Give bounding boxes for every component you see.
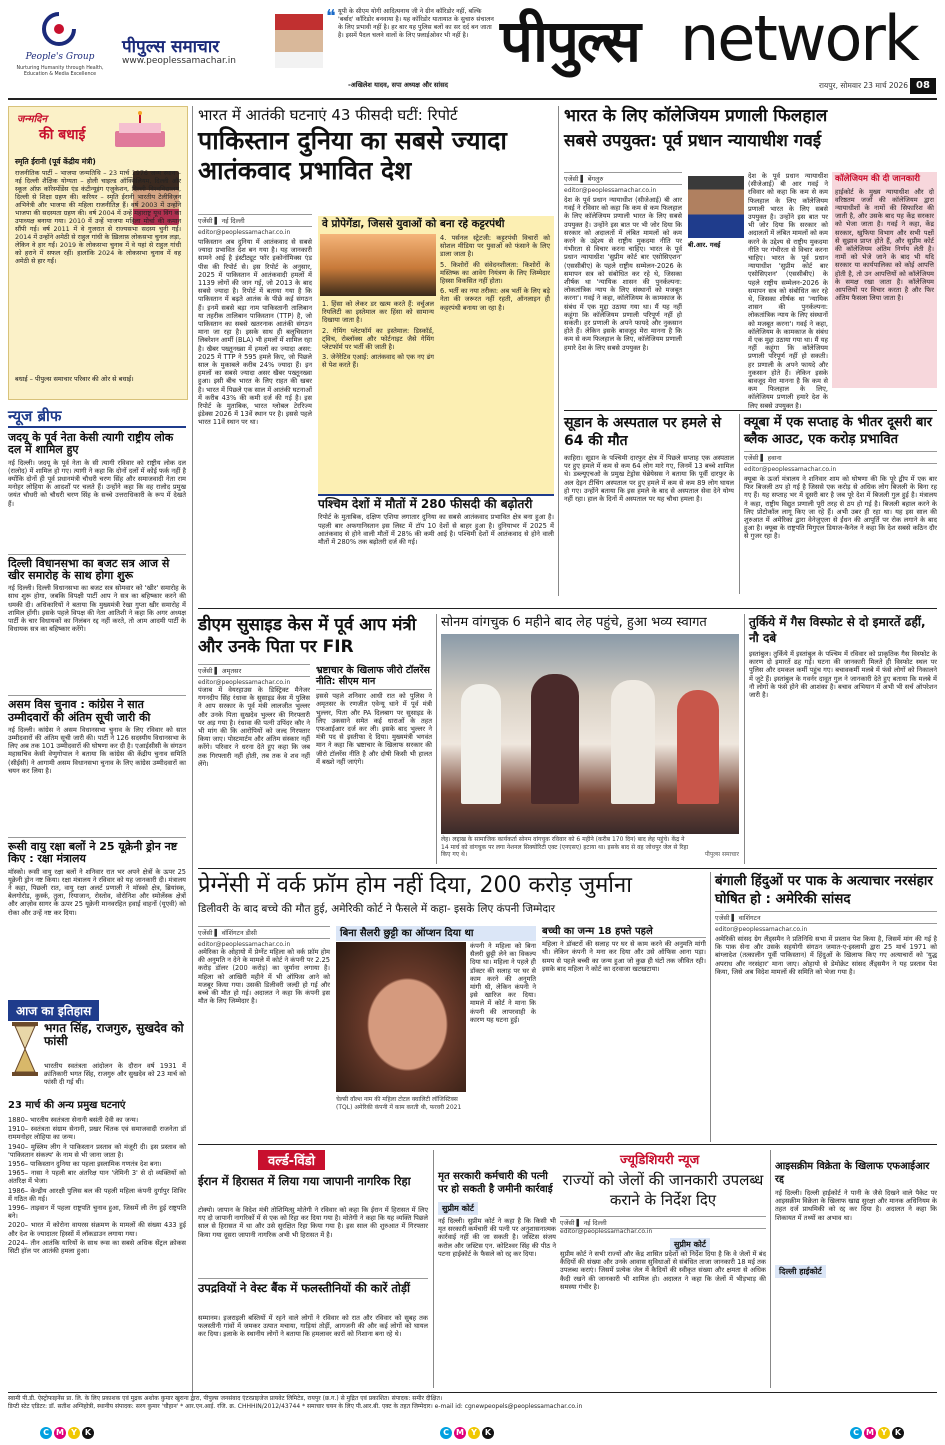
collegium-body: देश के पूर्व प्रधान न्यायाधीश (सीजेआई) बी आर गवई ने रविवार को कहा कि कम से कम फिलहाल के लिए कॉलेजियम प्रणाली भारत के लिए सबसे उपयुक्त है। उन्होंने इस बात पर भी जोर दिया कि सरकार को अदालतों में लंबित मामलों को कम करने के उद्देश्य से राष्ट्रीय मुकदमा नीति पर गंभीरता से विचार करना चाहिए। भारत के पूर्व प्रधान न्यायाधीश 'सुप्रीम कोर्ट बार एसोसिएशन' (एससीबीए) के पहले राष्ट्रीय सम्मेलन-2026 के समापन सत्र को संबोधित कर रहे थे, जिसका शीर्षक था 'न्यायिक शासन की पुनर्कल्पना: लोकतांत्रिक न्याय के लिए संस्थानों को मजबूत करना'। गवई ने कहा, कॉलेजियम के कामकाज के संबंध में एक मुद्दा उठाया गया था। मैं यह नहीं कहूंगा कि कॉलेजियम प्रणाली परिपूर्ण नहीं हो सकती। हर प्रणाली के अपने फायदे और नुकसान होते हैं। लेकिन इसके बावजूद मेरा मानना है कि कम से कम फिलहाल के लिए, कॉलेजियम प्रणाली हमारे देश के लिए सबसे उपयुक्त है।	[564, 196, 682, 352]
judiciary-byline: एजेंसी ▌ नई दिल्ली	[560, 1216, 766, 1229]
peoples-group-logo	[10, 8, 110, 88]
hourglass-icon	[10, 1022, 40, 1076]
event-item: 1986– केन्द्रीय आरक्षी पुलिस बल की पहली महिला कंपनी दुर्गापुर शिविर में गठित की गई।	[8, 1186, 186, 1203]
bengali-email[interactable]: editor@peoplessamachar.co.in	[715, 926, 808, 933]
early-birth-body: महिला ने डॉक्टरों की सलाह पर घर से काम करने की अनुमति मांगी थी। लेकिन कंपनी ने मना कर दिया और उसे ऑफिस आना पड़ा। समय से पहले बच्ची का जन्म हुआ जो कुछ ही घंटों तक जीवित रही। इसके बाद महिला ने कोर्ट का दरवाजा खटखटाया।	[542, 940, 706, 973]
collegium-text-col	[564, 172, 682, 376]
brief-headline: रूसी वायु रक्षा बलों ने 25 यूक्रेनी ड्रोन नष्ट किए : रक्षा मंत्रालय	[8, 839, 178, 866]
quote-text: यूपी के सीएम योगी आदित्यनाथ जी ने ग्रीन कॉरिडोर नहीं, बल्कि 'बर्बाद' कॉरिडोर बनवाया है। यह कॉरिडोर यातायात के सुचारु संचालन के लिए प्रभावी नहीं है। हर बार यह पुलिस बलों का सर दर्द बन जाता है। इसमें पैदल चलने वालों के लिए फ़्लाईओवर भी नहीं है।	[338, 8, 494, 39]
collegium-email[interactable]: editor@peoplessamachar.co.in	[564, 187, 657, 194]
judiciary-email[interactable]: editor@peoplessamachar.co.in	[560, 1228, 653, 1235]
cuba-story	[744, 414, 937, 600]
gavai-caption: बी.आर. गवई	[688, 241, 721, 249]
brief-body: मॉस्को। रूसी वायु रक्षा बलों ने शनिवार रात भर अपने क्षेत्रों के ऊपर 25 यूक्रेनी ड्रोन नष्ट किया। रक्षा मंत्रालय ने रविवार को यह जानकारी दी। मंत्रालय ने कहा, पिछली रात, वायु रक्षा अलर्ट प्रणाली ने मॉस्को क्षेत्र, ब्रियांस्क, बेलगोरोड, कुर्स्क, तुला, रियाजान, रोस्तोव, वोरोनिश और स्मोलेंस्क क्षेत्रों और आज़ोव सागर के ऊपर 25 यूक्रेनी मानवरहित हवाई वाहनों (यूएवी) को रोका और उन्हें नष्ट कर दिया।	[8, 867, 186, 917]
collegium-byline: एजेंसी ▌ बेंगलुरु	[564, 172, 682, 185]
news-brief-title: न्यूज ब्रीफ	[8, 406, 186, 428]
cmyk-m: M	[864, 1427, 876, 1439]
collegium-story	[564, 106, 937, 416]
paper-name: पीपुल्स समाचार	[122, 37, 220, 57]
sudan-headline: सूडान के अस्पताल पर हमले से 64 की मौत	[564, 415, 722, 449]
cuba-byline: एजेंसी ▌ हवाना	[744, 451, 937, 464]
brief-headline: असम विस चुनाव : कांग्रेस ने सात उम्मीदवारों की अंतिम सूची जारी की	[8, 698, 151, 724]
terror-story	[198, 106, 554, 606]
unpaid-leave-title: बिना सैलरी छुट्टी का ऑप्शन दिया था	[336, 926, 536, 941]
page-number: 08	[910, 78, 936, 94]
dm-case-story	[198, 614, 432, 864]
brand-english: network	[680, 2, 918, 75]
history-title: आज का इतिहास	[8, 1000, 99, 1021]
cmyk-k: K	[82, 1427, 94, 1439]
pregnancy-story	[198, 872, 706, 1142]
footer-line-1: स्वामी पी.डी. ऐस्ट्रोफाइनेंस प्रा. लि. के लिए प्रकाशक एवं मुद्रक अशोक कुमार खुराना द्वारा, पीपुल्स जनसंवाद एंटरप्राइजेज प्रायवेट लिमिटेड, रायपुर (छ.ग.) से मुद्रित एवं प्रकाशित। संपादक: समीर दीक्षित।	[8, 1395, 443, 1402]
govt-employee-headline: मृत सरकारी कर्मचारी की पत्नी पर हो सकती है जमीनी कार्रवाई	[438, 1171, 553, 1195]
propaganda-title: वे प्रोपेगेंडा, जिससे युवाओं को बना रहे कट्टरपंथी	[322, 218, 505, 230]
event-item: 1996– ताइवान में पहला राष्ट्रपति चुनाव हुआ, जिसमें ली तेंग हुई राष्ट्रपति बने।	[8, 1204, 186, 1221]
west-deaths-headline: पश्चिम देशों में मौतों में 280 फीसदी की बढ़ोतरी	[318, 497, 533, 511]
event-item: 1910– स्वतंत्रता संग्राम सेनानी, प्रखर चिंतक एवं समाजवादी राजनेता डॉ राममनोहर लोहिया का जन्म।	[8, 1125, 186, 1142]
collegium-box-title: कॉलेजियम की दी जानकारी	[835, 174, 920, 184]
turkey-body: इस्तांबुल। तुर्किये में इस्तांबुल के पश्चिम में रविवार को प्राकृतिक गैस विस्फोट के कारण दो इमारतें ढह गईं। घटना की जानकारी मिलते ही विस्फोट स्थल पर पुलिस और दमकल कर्मी पहुंच गए। बचावकर्मी मलबे में फंसे लोगों को निकालने में जुटे हैं। इस्तांबुल के गवर्नर दावूत गुल ने जानकारी देते हुए बताया कि मलबे में नौ लोगों के फंसे होने की आशंका है। बचाव अभियान में अभी भी सर्च ऑपरेशन जारी है।	[749, 650, 937, 700]
dm-box-title: भ्रष्टाचार के खिलाफ जीरो टॉलरेंस नीति: सीएम मान	[316, 666, 432, 690]
quote-author: -अखिलेश यादव, सपा अध्यक्ष और सांसद	[348, 81, 449, 89]
pregnancy-headline: प्रेग्नेंसी में वर्क फ्रॉम होम नहीं दिया, 200 करोड़ जुर्माना	[198, 873, 632, 898]
judiciary-story	[560, 1150, 766, 1388]
judiciary-title: ज्यूडिशियरी न्यूज	[620, 1153, 700, 1168]
cake-icon	[105, 111, 175, 149]
website[interactable]: www.peoplessamachar.in	[122, 56, 236, 66]
world-story1-body: टोक्यो। जापान के विदेश मंत्री तोशिमित्सु मोतेगी ने रविवार को कहा कि ईरान में हिरासत में लिए गए दो जापानी नागरिकों में से एक को रिहा कर दिया गया है। मोतेगी ने कहा कि यह व्यक्ति पिछले साल से हिरासत में था और उसे सुरक्षित रिहा किया गया है। इस साल की शुरुआत में गिरफ्तार किया गया दूसरा जापानी नागरिक अभी भी हिरासत में है।	[198, 1206, 428, 1239]
propaganda-point: 3. जेनेरेटिव एआई: आतंकवाद को एक नए ढंग से पेश करते हैं।	[322, 353, 434, 370]
propaganda-point: 5. किशोरों की संवेदनशीलता: किशोरों के मस्तिष्क का आवेग नियंत्रण के लिए जिम्मेदार हिस्सा विकसित नहीं होता।	[440, 260, 550, 286]
cmyk-m: M	[454, 1427, 466, 1439]
events-title: 23 मार्च की अन्य प्रमुख घटनाएं	[8, 1100, 126, 1111]
brief-headline: जदयू के पूर्व नेता केसी त्यागी राष्ट्रीय लोक दल में शामिल हुए	[8, 431, 174, 457]
brief-item	[8, 554, 186, 691]
west-deaths-body: रिपोर्ट के मुताबिक, दक्षिण एशिया लगातार दुनिया का सबसे आतंकवाद प्रभावित क्षेत्र बना हुआ है। पहली बार अफगानिस्तान इस लिस्ट में टॉप 10 देशों से बाहर हुआ है। दुनियाभर में 2025 में आतंकवाद से होने वाली मौतों में 28% की कमी आई है। पश्चिमी देशों में आतंकवाद से होने वाली मौतों में 280% तक बढ़ोतरी दर्ज की गई।	[318, 513, 554, 547]
collegium-body-2: देश के पूर्व प्रधान न्यायाधीश (सीजेआई) बी आर गवई ने रविवार को कहा कि कम से कम फिलहाल के लिए कॉलेजियम प्रणाली भारत के लिए सबसे उपयुक्त है। उन्होंने इस बात पर भी जोर दिया कि सरकार को अदालतों में लंबित मामलों को कम करने के उद्देश्य से राष्ट्रीय मुकदमा नीति पर गंभीरता से विचार करना चाहिए। भारत के पूर्व प्रधान न्यायाधीश 'सुप्रीम कोर्ट बार एसोसिएशन' (एससीबीए) के पहले राष्ट्रीय सम्मेलन-2026 के समापन सत्र को संबोधित कर रहे थे, जिसका शीर्षक था 'न्यायिक शासन की पुनर्कल्पना: लोकतांत्रिक न्याय के लिए संस्थानों को मजबूत करना'। गवई ने कहा, कॉलेजियम के कामकाज के संबंध में एक मुद्दा उठाया गया था। मैं यह नहीं कहूंगा कि कॉलेजियम प्रणाली परिपूर्ण नहीं हो सकती। हर प्रणाली के अपने फायदे और नुकसान होते हैं। लेकिन इसके बावजूद मेरा मानना है कि कम से कम फिलहाल के लिए, कॉलेजियम प्रणाली हमारे देश के लिए सबसे उपयुक्त है।	[748, 172, 828, 410]
icecream-body: नई दिल्ली। दिल्ली हाईकोर्ट ने पानी के जैसे दिखने वाले पैकेट पर आइसक्रीम विक्रेता के खिलाफ खाद्य सुरक्षा और मानक अधिनियम के तहत दर्ज प्राथमिकी को रद्द कर दिया है। अदालत ने कहा कि शिकायत में तथ्यों का अभाव था।	[775, 1189, 937, 1222]
group-tagline: Nurturing Humanity through Health, Education & Media Excellence	[16, 66, 104, 77]
judiciary-body: सुप्रीम कोर्ट ने सभी राज्यों और केंद्र शासित प्रदेशों को निर्देश दिया है कि वे जेलों में बंद कैदियों की संख्या और उनके आवास सुविधाओं से संबंधित ताजा जानकारी 18 मई तक उपलब्ध कराएं। जिसमें प्रत्येक जेल में कैदियों की स्वीकृत संख्या और क्षमता से अधिक कैदी रखने की जानकारी भी शामिल हो। अदालत ने कहा कि जेलों में भीड़भाड़ की समस्या गंभीर है।	[560, 1250, 766, 1291]
cmyk-c: C	[850, 1427, 862, 1439]
collegium-box-body: हाईकोर्ट के मुख्य न्यायाधीश और दो वरिष्ठतम जजों की कॉलेजियम द्वारा न्यायाधीशों के नामों की सिफारिश की जाती है, और उसके बाद यह केंद्र सरकार को भेजा जाता है। गवई ने कहा, केंद्र सरकार, खुफिया विभाग और सभी पक्षों से सुझाव प्राप्त होते हैं, और सुप्रीम कोर्ट की कॉलेजियम अंतिम निर्णय लेती है। नामों को भेजे जाने के बाद भी यदि सरकार या कार्यपालिका को कोई आपत्ति होती है, तो उन आपत्तियों को कॉलेजियम के समक्ष रखा जाता है। कॉलेजियम आपत्तियों पर विचार करता है और फिर अंतिम फैसला लिया जाता है।	[835, 187, 934, 303]
events-list	[8, 1116, 186, 1256]
militants-photo	[320, 234, 436, 296]
judiciary-headline: राज्यों को जेलों की जानकारी उपलब्ध कराने के निर्देश दिए	[562, 1171, 764, 1209]
terror-byline: एजेंसी ▌ नई दिल्ली	[198, 214, 312, 227]
dm-case-headline: डीएम सुसाइड केस में पूर्व आप मंत्री और उनके पिता पर FIR	[198, 615, 417, 657]
history-box	[8, 1000, 186, 1390]
pregnant-woman-photo	[336, 942, 466, 1092]
event-item: 1965– नासा ने पहली बार अंतरिक्ष यान 'जेमिनी 3' से दो व्यक्तियों को अंतरिक्ष में भेजा।	[8, 1169, 186, 1186]
icecream-story	[775, 1160, 937, 1388]
unpaid-leave-box	[336, 926, 536, 1136]
cuba-email[interactable]: editor@peoplessamachar.co.in	[744, 466, 837, 473]
world-story2-headline: उपद्रवियों ने वेस्ट बैंक में फलस्तीनियों की कारें तोड़ीं	[198, 1278, 428, 1296]
event-item: 1940– मुस्लिम लीग ने पाकिस्तान प्रस्ताव को मंजूरी दी। इस प्रस्ताव को 'पाकिस्तान संकल्प' के नाम से भी जाना जाता है।	[8, 1142, 186, 1159]
turkey-story	[749, 614, 937, 864]
west-deaths-section	[318, 494, 554, 608]
judiciary-label: सुप्रीम कोर्ट	[670, 1238, 710, 1251]
birthday-heading-1: जन्मदिन	[17, 114, 48, 125]
gavai-photo	[688, 176, 744, 238]
terror-email[interactable]: editor@peoplessamachar.co.in	[198, 229, 291, 236]
akhilesh-photo	[275, 14, 323, 68]
event-item: 2020– भारत में कोरोना वायरस संक्रमण के मामलों की संख्या 433 हुई और देश के ज्यादातर हिस्सों में लॉकडाउन लगाया गया।	[8, 1221, 186, 1238]
quote-box	[326, 8, 494, 88]
brand-hindi: पीपुल्स	[500, 7, 639, 75]
propaganda-points-left	[322, 300, 434, 370]
pregnancy-body: अमेरिका के ओहायो में प्रेग्नेंट महिला को वर्क फ्रॉम होम की अनुमति न देने के मामले में कोर्ट ने कंपनी पर 2.25 करोड़ डॉलर (200 करोड़) का जुर्माना लगाया है। महिला को आखिरी महीने में भी ऑफिस आने को मजबूर किया गया। उसकी डिलीवरी जल्दी हो गई और बच्चे की मौत हो गई। अदालत ने कहा कि कंपनी इस मौत के लिए जिम्मेदार है।	[198, 948, 330, 1006]
cmyk-k: K	[892, 1427, 904, 1439]
cmyk-c: C	[440, 1427, 452, 1439]
masthead	[0, 0, 945, 100]
history-body: भारतीय स्वतंत्रता आंदोलन के दौरान वर्ष 1931 में क्रांतिकारी भगत सिंह, राजगुरु और सुखदेव को 23 मार्च को फांसी दी गई थी।	[44, 1062, 186, 1087]
propaganda-points-right	[440, 234, 550, 312]
sudan-story	[564, 414, 734, 600]
pregnancy-byline: एजेंसी ▌ वॉशिंगटन डीसी	[198, 926, 330, 939]
birthday-box	[8, 106, 188, 400]
pregnancy-photo-caption: चेल्सी वॉल्श नाम की महिला टोटल क्वालिटी लॉजिस्टिक्स (TQL) अमेरिकी कंपनी में काम करती थी, फरवरी 2021	[336, 1096, 462, 1111]
cmyk-marks-left	[40, 1427, 94, 1439]
world-story2-body: सम्मानम। इजराइली बस्तियों में रहने वाले लोगों ने रविवार को रात और रविवार को सुबह तक फलस्तीनी गांवों में जमकर उत्पात मचाया, गाड़ियां तोड़ीं, आगजनी की और कई लोगों को घायल कर दिया। इलाके के स्थानीय लोगों ने बताया कि हमलावर कारों को निशाना बना रहे थे।	[198, 1314, 428, 1339]
dm-byline: एजेंसी ▌ अमृतसर	[198, 664, 310, 677]
icecream-headline: आइसक्रीम विक्रेता के खिलाफ एफआईआर रद्द	[775, 1161, 930, 1185]
wangchuk-caption: लेह। लद्दाख के सामाजिक कार्यकर्ता सोनम वांगचुक रविवार को 6 महीने (करीब 170 दिन) बाद लेह पहुंचे। केंद्र ने 14 मार्च को वांगचुक पर लगा नेशनल सिक्योरिटी एक्ट (एनएसए) हटाया था। इसके बाद से वह जोधपुर जेल से रिहा किए गए थे।	[441, 836, 689, 858]
dm-body: पंजाब में वेयरहाउस के डिस्ट्रिक्ट मैनेजर गगनदीप सिंह रंधावा के सुसाइड केस में पुलिस ने आप सरकार के पूर्व मंत्री लालजीत भुल्लर और उनके पिता सुखदेव भुल्लर की गिरफ्तारी पर अड़ गया है। रंधावा की पत्नी उपिंदर कौर ने भी मांग की कि आरोपियों को जल्द गिरफ्तार किया जाए। पोस्टमार्टम और अंतिम संस्कार नहीं करेंगे। परिवार ने धरना देते हुए कहा कि जब तक गिरफ्तारी नहीं होती, तब तक वे शव नहीं लेंगे।	[198, 686, 310, 768]
cmyk-m: M	[54, 1427, 66, 1439]
news-brief	[8, 406, 186, 986]
event-item: 2024– तीन आतंकि यारियों के साथ रूस का सबसे अधिक सेंट्रल क्रोकस सिटी हॉल पर आतंकी हमला हुआ।	[8, 1238, 186, 1256]
group-name: People's Group	[25, 52, 95, 62]
bengali-body: अमेरिकी सांसद ग्रेग लैंड्समैन ने प्रतिनिधि सभा में प्रस्ताव पेश किया है, जिसमें मांग की गई है कि पाक सेना और उसके सहयोगी संगठन जमात-ए-इस्लामी द्वारा 25 मार्च 1971 को बांग्लादेश (तत्कालीन पूर्वी पाकिस्तान) में हिंदुओं के खिलाफ किए गए अत्याचारों को 'युद्ध अपराध और नरसंहार' माना जाए। ओहायो से डेमोक्रेट सांसद लैंड्समैन ने यह प्रस्ताव पेश किया, जिसे अब विदेश मामलों की समिति को भेजा गया है।	[715, 935, 937, 976]
birthday-body: राजनीतिक पार्टी – भाजपा जन्मतिथि – 23 मार्च 1976 जन्म स्थान – नई दिल्ली शैक्षिक योग्यता – होली चाइल्ड ऑक्सिलियम, दिल्ली और स्कूल ऑफ़ कॉरेस्पोंडेंस एंड कंटीन्यूइंग एजुकेशन, दिल्ली विश्वविद्यालय, दिल्ली से शिक्षा ग्रहण की। करियर – स्मृति ईरानी भारतीय टेलीविज़न अभिनेत्री और भाजपा की महिला राजनीतिज्ञ हैं। वर्ष 2003 में उन्होंने भाजपा की सदस्यता ग्रहण की। वर्ष 2004 में उन्हें महाराष्ट्र यूथ विंग का उपाध्यक्ष बनाया गया। 2010 में उन्हें भाजपा महिला मोर्चा की कमान सौंपी गई। वर्ष 2011 में वे गुजरात से राज्यसभा सदस्य चुनी गईं। 2014 में उन्होंने अमेठी से राहुल गांधी के ख़िलाफ़ लोकसभा चुनाव लड़ा, लेकिन वे हार गईं। 2019 के लोकसभा चुनाव में वे यहां से राहुल गांधी को हराने में सफल रहीं। हालांकि 2024 के लोकसभा चुनाव में वह अमेठी से हार गईं।	[15, 169, 181, 265]
brief-body: नई दिल्ली। जदयू के पूर्व नेता के सी त्यागी रविवार को राष्ट्रीय लोक दल (रालोद) में शामिल हो गए। त्यागी ने कहा कि दोनों दलों में कोई फर्क नहीं है क्योंकि दोनों ही पूर्व प्रधानमंत्री चौधरी चरण सिंह और समाजवादी नेता राम मनोहर लोहिया के आदर्शों पर चलते हैं। उन्होंने कहा कि वह रालोद प्रमुख जयंत चौधरी को चौधरी चरण सिंह के सच्चे उत्तराधिकारी के रूप में देखते हैं।	[8, 458, 186, 508]
cmyk-marks-right	[850, 1427, 904, 1439]
terror-kicker: भारत में आतंकी घटनाएं 43 फीसदी घटीं: रिपोर्ट	[198, 106, 458, 124]
brief-body: नई दिल्ली। दिल्ली विधानसभा का बजट सत्र सोमवार को 'खीर' समारोह के साथ शुरू होगा, जबकि विपक्षी पार्टी आप ने सत्र का बहिष्कार करने की धमकी दी। अधिकारियों ने बताया कि मुख्यमंत्री रेखा गुप्ता खीर समारोह में शामिल होंगी। इसके पहले विपक्ष की नेता आतिशी ने कहा कि अगर अध्यक्ष पार्टी के चार विधायकों का निलंबन रद्द नहीं करते, तो आम आदमी पार्टी के विधायक सत्र का बहिष्कार करेंगे।	[8, 584, 186, 634]
propaganda-point: 4. पर्सनल स्ट्रेटजी: कट्टरपंथी विचारों को सोशल मीडिया पर युवाओं को फंसाने के लिए डाला जाता है।	[440, 234, 550, 259]
propaganda-point: 2. गेमिंग प्लेटफॉर्म का इस्तेमाल: डिस्कॉर्ड, ट्विच, रोब्लॉक्स और फोर्टनाइट जैसे गेमिंग प्लेटफॉर्म पर भर्ती की जाती है।	[322, 326, 434, 352]
world-window-title: वर्ल्ड-विंडो	[258, 1150, 325, 1170]
dm-box-body: इससे पहले शनिवार आधी रात को पुलिस ने अमृतसर के रणजीत एवेन्यू थाने में पूर्व मंत्री भुल्लर, पिता और PA दिलबाग पर सुसाइड के लिए उकसाने समेत कई धाराओं के तहत एफआईआर दर्ज कर ली। इसके बाद भुल्लर ने मंत्री पद से इस्तीफा दे दिया। मुख्यमंत्री भगवंत मान ने कहा कि भ्रष्टाचार के खिलाफ सरकार की जीरो टॉलरेंस नीति है और दोषी किसी भी हालत में बख्शे नहीं जाएंगे।	[316, 692, 432, 766]
event-item: 1956– पाकिस्तान दुनिया का पहला इस्लामिक गणतंत्र देश बना।	[8, 1160, 162, 1169]
quote-icon: ❝	[326, 6, 336, 27]
cuba-body: क्यूबा के ऊर्जा मंत्रालय ने शनिवार शाम को घोषणा की कि पूरे द्वीप में एक बार फिर बिजली ठप हो गई है जिससे एक करोड़ से अधिक लोग बिजली के बिना रह गए हैं। यह सप्ताह भर में दूसरी बार है जब पूरे देश में बिजली गुल हुई है। मंत्रालय ने कहा, राष्ट्रीय विद्युत प्रणाली पूरी तरह से ठप हो गई है। बिजली बहाल करने के लिए प्रोटोकॉल लागू किए जा रहे हैं। अभी उबर ही रहा था। यह इस साल की शुरुआत में अमेरिका द्वारा वेनेजुएला से ईंधन की आपूर्ति पर रोक लगाने के बाद हुआ है। क्यूबा के राष्ट्रपति मिगुएल डियाज-कैनेल ने कहा कि देश सबसे कठिन दौर से गुजर रहा है।	[744, 475, 937, 541]
propaganda-point: 1. हिंसा को लेकर डर खत्म करते हैं: वर्चुअल रियलिटी का इस्तेमाल कर हिंसा को सामान्य दिखाया जाता है।	[322, 300, 434, 325]
brief-item	[8, 432, 186, 549]
pregnancy-email[interactable]: editor@peoplessamachar.co.in	[198, 941, 291, 948]
cmyk-y: Y	[68, 1427, 80, 1439]
peoples-group-emblem-icon	[40, 10, 78, 48]
footer-imprint	[8, 1395, 937, 1423]
bengali-headline: बंगाली हिंदुओं पर पाक के अत्याचार नरसंहार घोषित हो : अमेरिकी सांसद	[715, 873, 933, 907]
pregnancy-text-col	[198, 926, 330, 1138]
pregnancy-subhead: डिलीवरी के बाद बच्चे की मौत हुई, अमेरिकी कोर्ट ने फैसले में कहा- इसके लिए कंपनी जिम्मेदार	[198, 903, 556, 915]
birthday-wishes: बधाई – पीपुल्स समाचार परिवार की ओर से बधाई।	[15, 375, 134, 383]
early-birth-title: बच्ची का जन्म 18 हफ्ते पहले	[542, 926, 706, 938]
cmyk-marks-center	[440, 1427, 494, 1439]
govt-employee-label: सुप्रीम कोर्ट	[438, 1202, 478, 1215]
cmyk-k: K	[482, 1427, 494, 1439]
terror-text-col	[198, 214, 312, 580]
dm-zero-tolerance-box	[316, 666, 432, 862]
bengali-byline: एजेंसी ▌ वाशिंगटन	[715, 911, 937, 924]
early-birth-box	[542, 926, 706, 1136]
sudan-body: काहिरा। सूडान के पश्चिमी दारफुर क्षेत्र में पिछले सप्ताह एक अस्पताल पर हुए हमले में कम से कम 64 लोग मारे गए, जिनमें 13 बच्चे शामिल थे। डब्ल्यूएचओ के प्रमुख टेड्रोस घेब्रेयेसस ने बताया कि पूर्वी दारफुर के अल देइन टीचिंग अस्पताल पर हुए हमले में कम से कम 89 लोग घायल हो गए। उन्होंने बताया कि इस हमले के बाद से अस्पताल सेवा देने योग्य नहीं रहा। हाल के दिनों में अस्पताल पर यह चौथा हमला है।	[564, 454, 734, 504]
dateline: रायपुर, सोमवार 23 मार्च 2026	[818, 81, 908, 90]
cuba-headline: क्यूबा में एक सप्ताह के भीतर दूसरी बार ब्लैक आउट, एक करोड़ प्रभावित	[744, 415, 933, 447]
cmyk-c: C	[40, 1427, 52, 1439]
terror-headline: पाकिस्तान दुनिया का सबसे ज्यादा आतंकवाद प्रभावित देश	[198, 126, 507, 185]
turkey-headline: तुर्किये में गैस विस्फोट से दो इमारतें ढहीं, नौ दबे	[749, 615, 926, 645]
world-window	[198, 1150, 428, 1388]
brief-item	[8, 837, 186, 976]
collegium-info-box	[832, 172, 937, 388]
wangchuk-photo	[441, 634, 739, 834]
birthday-heading-2: की बधाई	[39, 127, 86, 143]
brief-item	[8, 695, 186, 832]
brief-headline: दिल्ली विधानसभा का बजट सत्र आज से खीर समारोह के साथ होगा शुरू	[8, 556, 170, 582]
wangchuk-photo-credit: पीपुल्स समाचार	[704, 851, 739, 858]
dm-text-col	[198, 664, 310, 862]
footer-line-2: डिप्टी स्टेट एडिटर: डॉ. सतीश अग्निहोत्री, स्थानीय संपादक: सरग कुमार 'चौहान' * आर.एन.आई. रजि. क्र. CHHHIN/2012/43744 * समाचार चयन के लिए पी.आर.बी. एक्ट के तहत जिम्मेदार। e-mail id: cgnewpeopels@peoplessamachar.co.in	[8, 1403, 583, 1410]
terror-body: पाकिस्तान अब दुनिया में आतंकवाद से सबसे ज्यादा प्रभावित देश बन गया है। यह जानकारी सामने आई है इंस्टीट्यूट फॉर इकोनॉमिक्स एंड पीस की रिपोर्ट से। इस रिपोर्ट के अनुसार, 2025 में पाकिस्तान में आतंकवादी हमलों में 1139 लोगों की जान गई, जो 2013 के बाद सबसे ज्यादा है। रिपोर्ट में बताया गया है कि पाकिस्तान में बढ़ते आतंक के पीछे कई संगठन हैं। इनमें सबसे बड़ा नाम पाकिस्तानी तालिबान या तहरीक तालिबान पाकिस्तान (TTP) है, जो पाकिस्तान का सबसे खतरनाक आतंकी संगठन माना जा रहा है। इसके साथ ही बलूचिस्तान लिबरेशन आर्मी (BLA) भी हमलों में शामिल रहा है। खैबर पख्तूनख्वा में हमलों का ज्यादा असर: 2025 में TTP ने 595 हमले किए, जो पिछले साल के मुकाबले करीब 24% ज्यादा हैं। इन हमलों का सबसे ज्यादा असर खैबर पख्तूनख्वा हुआ। इसी बीच भारत के लिए राहत की खबर है। भारत में पिछले एक साल में आतंकी घटनाओं में करीब 43% की कमी दर्ज की गई है। इस रिपोर्ट के मुताबिक, भारत ग्लोबल टेररिज्म इंडेक्स 2026 में 13वें स्थान पर है। इससे पहले भारत 11वें स्थान पर था।	[198, 238, 312, 427]
propaganda-point: 6. भर्ती का नया तरीका: अब भर्ती के लिए बड़े नेता की जरूरत नहीं रहती, ऑनलाइन ही कट्टरपंथी बनाया जा रहा है।	[440, 287, 550, 312]
event-item: 1880– भारतीय स्वतंत्रता सेनानी बसंती देवी का जन्म।	[8, 1116, 139, 1124]
collegium-headline: सबसे उपयुक्त: पूर्व प्रधान न्यायाधीश गवई	[564, 131, 822, 151]
dm-email[interactable]: editor@peoplessamachar.co.in	[198, 679, 291, 686]
brief-body: नई दिल्ली। कांग्रेस ने असम विधानसभा चुनाव के लिए रविवार को सात उम्मीदवारों की अंतिम सूची जारी की। पार्टी ने 126 सदस्यीय विधानसभा के लिए अब तक 101 उम्मीदवारों की घोषणा कर दी है। एआईसीसी के संगठन महासचिव केसी वेणुगोपाल ने बताया कि कांग्रेस की केंद्रीय चुनाव समिति (सीईसी) ने आगामी असम विधानसभा चुनाव के लिए कांग्रेस उम्मीदवारों का चयन कर लिया है।	[8, 725, 187, 775]
govt-employee-story	[438, 1170, 556, 1388]
world-story1-headline: ईरान में हिरासत में लिया गया जापानी नागरिक रिहा	[198, 1174, 411, 1188]
icecream-label: दिल्ली हाईकोर्ट	[775, 1265, 826, 1278]
cmyk-y: Y	[468, 1427, 480, 1439]
wangchuk-headline: सोनम वांगचुक 6 महीने बाद लेह पहुंचे, हुआ भव्य स्वागत	[441, 615, 707, 630]
history-headline: भगत सिंह, राजगुरु, सुखदेव को फांसी	[44, 1021, 184, 1049]
collegium-kicker: भारत के लिए कॉलेजियम प्रणाली फिलहाल	[564, 106, 828, 126]
bengali-story	[715, 872, 937, 1142]
govt-employee-body: नई दिल्ली। सुप्रीम कोर्ट ने कहा है कि किसी भी मृत सरकारी कर्मचारी की पत्नी पर अनुशासनात्मक कार्रवाई नहीं की जा सकती है। जस्टिस संजय करोल और जस्टिस एन. कोटिश्वर सिंह की पीठ ने पटना हाईकोर्ट के फैसले को रद्द कर दिया।	[438, 1217, 556, 1258]
birthday-person: स्मृति ईरानी (पूर्व केंद्रीय मंत्री)	[15, 157, 96, 166]
unpaid-leave-body: कंपनी ने महिला को बिना सैलरी छुट्टी लेने का विकल्प दिया था। महिला ने पहले ही डॉक्टर की सलाह पर घर से काम करने की अनुमति मांगी थी, लेकिन कंपनी ने इसे खारिज कर दिया। मामले में कोर्ट ने माना कि कंपनी की लापरवाही के कारण यह घटना हुई।	[470, 942, 536, 1024]
cmyk-y: Y	[878, 1427, 890, 1439]
wangchuk-story	[441, 614, 739, 864]
